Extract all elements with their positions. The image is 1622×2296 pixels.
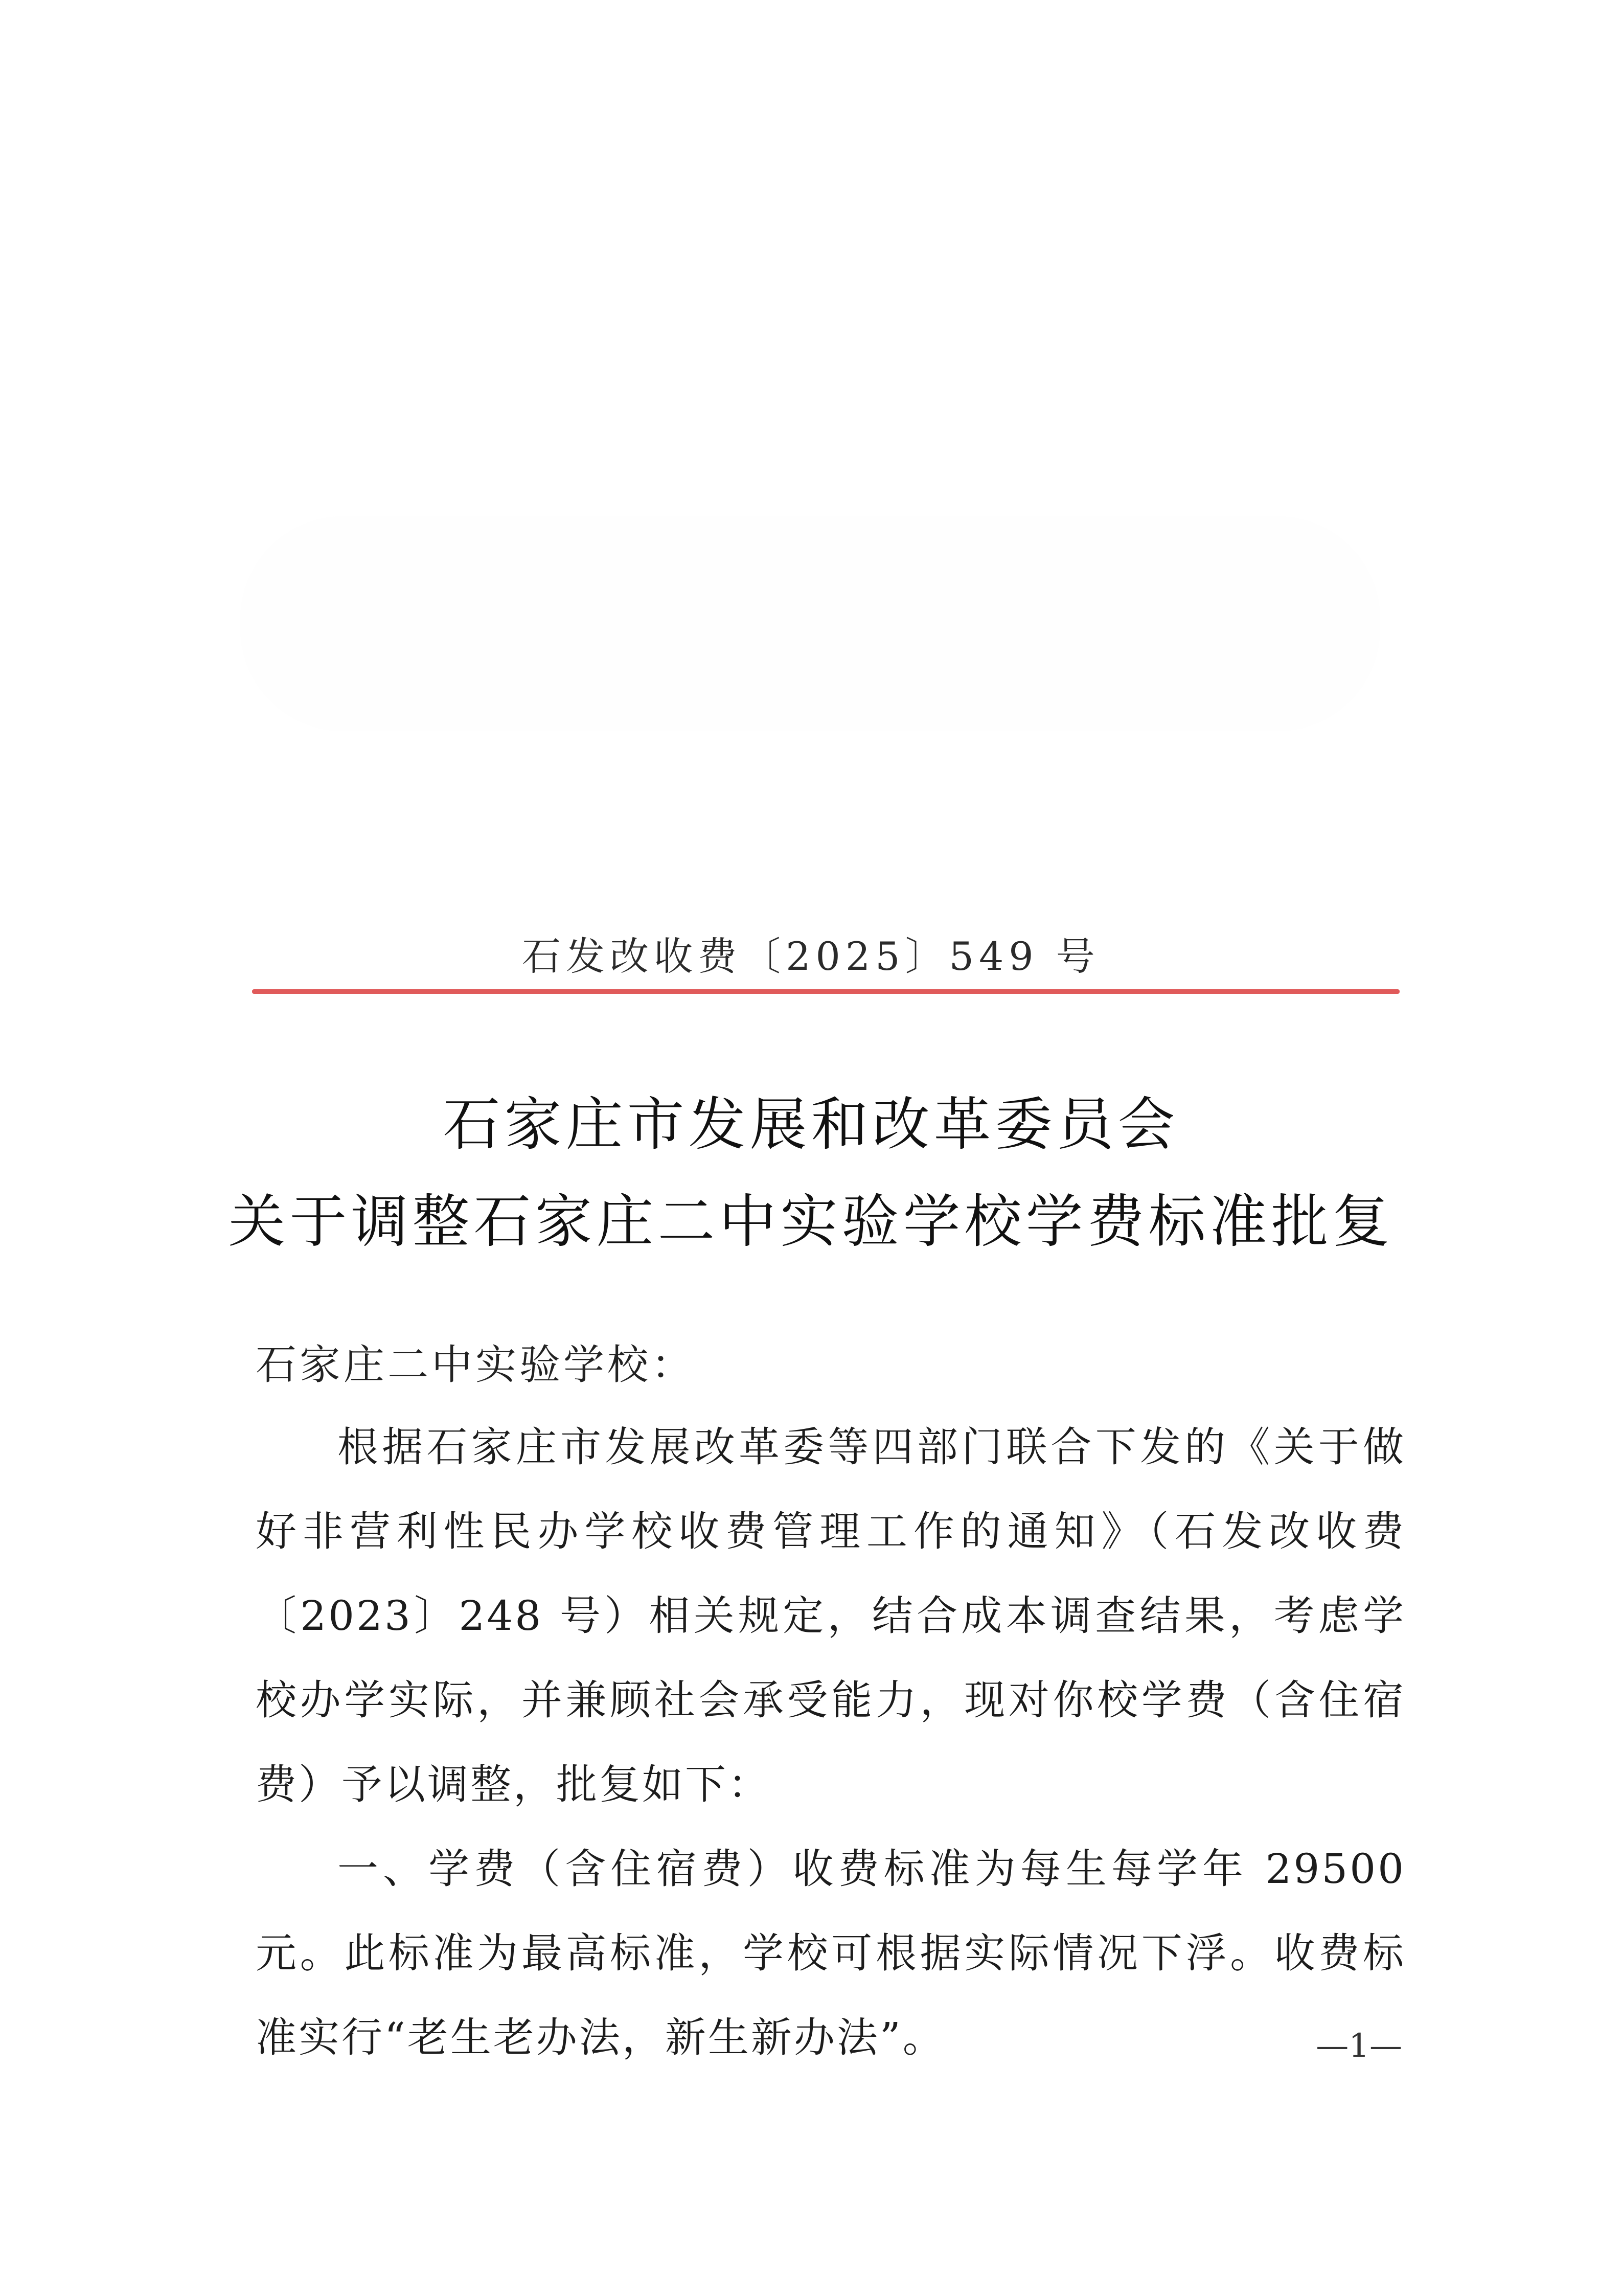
- document-title-line-2: 关于调整石家庄二中实验学校学费标准批复: [228, 1189, 1394, 1255]
- document-number: 石发改收费〔2025〕549 号: [522, 934, 1100, 979]
- body-paragraph-2: 一、学费（含住宿费）收费标准为每生每学年 29500 元。此标准为最高标准，学校可根据实际情况下浮。收费标准实行“老生老办法，新生新办法”。: [256, 1845, 1406, 2061]
- body-paragraph-1: 根据石家庄市发展改革委等四部门联合下发的《关于做好非营利性民办学校收费管理工作的通知》（石发改收费〔2023〕248 号）相关规定，结合成本调查结果，考虑学校办学实际，并兼顾社会承受能力，现对你校学费（含住宿费）予以调整，批复如下：: [256, 1423, 1406, 1808]
- document-title-line-1: 石家庄市发展和改革委员会: [443, 1092, 1179, 1158]
- letterhead-area: [240, 516, 1380, 731]
- document-body: [256, 1405, 1406, 2080]
- red-separator-line: [252, 989, 1400, 994]
- page-number: —1—: [1316, 2027, 1402, 2065]
- salutation: 石家庄二中实验学校：: [256, 1341, 695, 1389]
